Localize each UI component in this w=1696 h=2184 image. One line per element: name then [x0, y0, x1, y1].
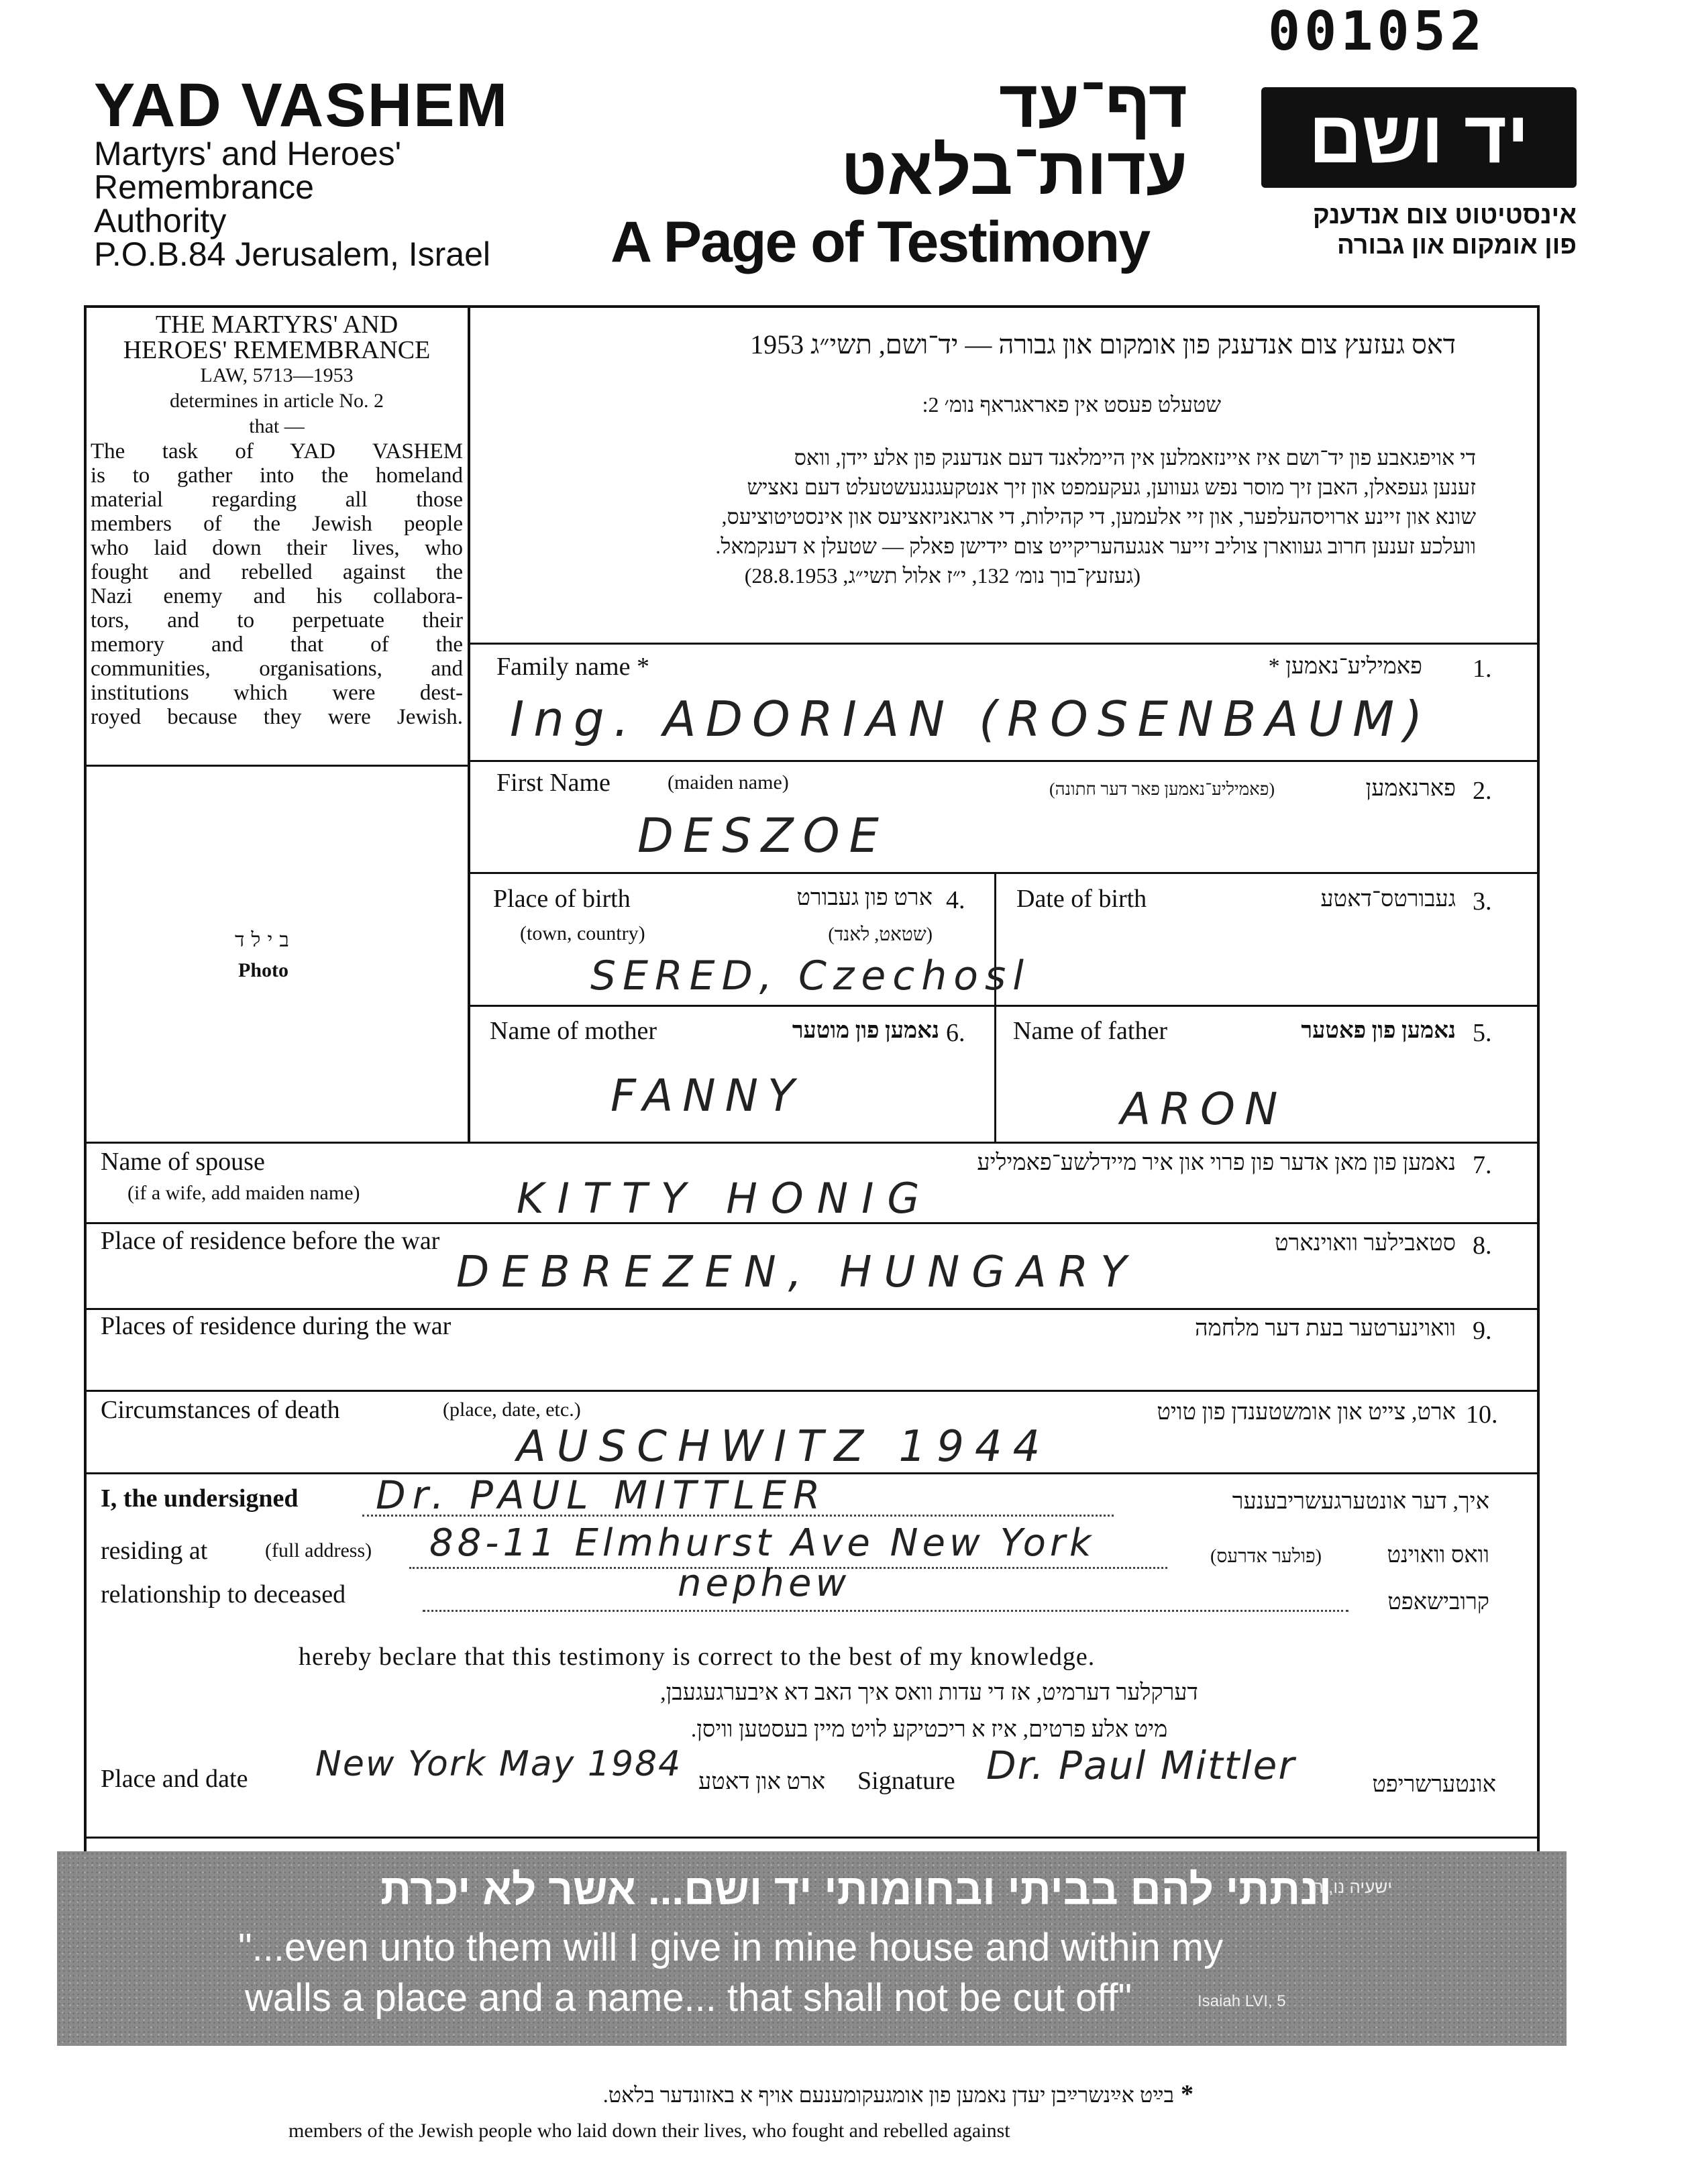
relationship-line — [423, 1610, 1348, 1612]
banner-english-1: "...even unto them will I give in mine house and within my — [238, 1926, 1224, 1969]
undersigned-label: I, the undersigned — [101, 1484, 299, 1513]
row-line-5 — [84, 1142, 1540, 1144]
law-body-7: Nazi enemy and his collabora- — [91, 584, 463, 608]
family-name-value: Ing. ADORIAN (ROSENBAUM) — [510, 691, 1432, 747]
logo-text: יד ושם — [1308, 96, 1530, 178]
spouse-note: (if a wife, add maiden name) — [127, 1182, 360, 1204]
column-divider — [468, 305, 470, 1144]
frame-bottom — [84, 1837, 1540, 1839]
banner-english-ref: Isaiah LVI, 5 — [1198, 1992, 1286, 2010]
undersigned-value: Dr. PAUL MITTLER — [376, 1472, 827, 1518]
mid-divider-56 — [994, 1006, 996, 1144]
residing-label: residing at — [101, 1537, 208, 1565]
place-of-birth-num: .4 — [946, 886, 965, 914]
declaration-statement-yi-2: מיט אלע פרטים, איז א ריכטיקע לויט מיין בעסטען וויסן. — [690, 1717, 1168, 1742]
banner-hebrew: ונתתי להם בביתי ובחומותי יד ושם... אשר לא יכרת — [380, 1865, 1332, 1914]
footer-yiddish: בײַט אײַנשרײַבן יעדן נאמען פון אומגעקומענעם אויף א באזונדער בלאט. — [602, 2083, 1174, 2107]
law-body-12: royed because they were Jewish. — [91, 705, 463, 729]
residence-before-label-yi: סטאבילער וואוינארט — [1274, 1231, 1456, 1256]
father-name-num: .5 — [1473, 1019, 1492, 1047]
undersigned-label-yi: איך, דער אונטערגעשריבענער — [1232, 1489, 1489, 1514]
mother-name-value: FANNY — [611, 1070, 804, 1122]
first-name-value: DESZOE — [637, 808, 888, 863]
residence-during-label-yi: וואוינערטער בעת דער מלחמה — [1195, 1316, 1456, 1341]
law-body-4: members of the Jewish people — [91, 512, 463, 536]
row-line-2 — [468, 760, 1540, 762]
yiddish-law-line-3: שונא און זיינע ארויסהעלפער, און זיי אלעמען, די קהילות, די ארגאניזאציעס און אינסטיטוציעס, — [721, 504, 1476, 529]
mother-name-num: .6 — [946, 1019, 965, 1047]
date-of-birth-label-yi: געבורטס־דאטע — [1320, 887, 1456, 912]
law-body-3: material regarding all those — [91, 488, 463, 512]
signature-value: Dr. Paul Mittler — [986, 1743, 1296, 1788]
law-sub-2: that — — [249, 415, 305, 437]
yiddish-law-text — [483, 443, 1476, 590]
residence-during-label: Places of residence during the war — [101, 1312, 452, 1340]
row-line-3 — [468, 872, 1540, 874]
family-name-label: Family name * — [496, 653, 649, 681]
death-circumstances-num: .10 — [1466, 1401, 1498, 1429]
signature-label: Signature — [857, 1767, 955, 1795]
date-of-birth-num: .3 — [1473, 887, 1492, 916]
place-of-birth-note: (town, country) — [520, 922, 645, 944]
law-body-10: communities, organisations, and — [91, 657, 463, 681]
place-date-label: Place and date — [101, 1765, 248, 1793]
row-line-4 — [468, 1005, 1540, 1007]
father-name-label: Name of father — [1013, 1017, 1167, 1045]
org-address: P.O.B.84 Jerusalem, Israel — [94, 235, 491, 273]
logo-caption-2: פון אומקום און גבורה — [1337, 231, 1577, 260]
relationship-label-yi: קרובישאפט — [1387, 1590, 1489, 1615]
document-number: 001052 — [1268, 0, 1486, 62]
yiddish-title-1: דף־עד — [998, 66, 1187, 142]
residence-before-label: Place of residence before the war — [101, 1227, 440, 1255]
banner-english-2: walls a place and a name... that shall not be cut off" — [245, 1976, 1132, 2020]
banner-hebrew-ref: ישעיה נו, ה — [1312, 1877, 1392, 1897]
place-of-birth-label: Place of birth — [493, 885, 631, 913]
scripture-banner — [57, 1851, 1567, 2046]
law-body-8: tors, and to perpetuate their — [91, 608, 463, 633]
first-name-num: .2 — [1473, 777, 1492, 805]
spouse-label: Name of spouse — [101, 1148, 265, 1176]
law-body-1: The task of YAD VASHEM — [91, 439, 463, 463]
org-title: YAD VASHEM — [94, 71, 509, 140]
yiddish-law-line-4: וועלכע זענען חרוב געווארן צוליב זייער אנגעהעריקייט צום יידישן פאלק — שטעלן א דענקמאל. — [715, 534, 1476, 558]
family-name-label-yi: פאמיליע־נאמען * — [1268, 654, 1422, 679]
org-line-2: Remembrance — [94, 168, 314, 206]
death-circumstances-label-yi: ארט, צייט און אומשטענדן פון טויט — [1157, 1400, 1456, 1425]
row-line-7 — [84, 1308, 1540, 1310]
law-body-9: memory and that of the — [91, 633, 463, 657]
mother-name-label: Name of mother — [490, 1017, 657, 1045]
father-name-label-yi: נאמען פון פאטער — [1301, 1018, 1456, 1043]
relationship-label: relationship to deceased — [101, 1580, 346, 1608]
residing-note-yi: (פולער אדרעס) — [1210, 1546, 1322, 1567]
law-box-bottom — [84, 765, 470, 767]
page-title: A Page of Testimony — [611, 210, 1150, 274]
residence-before-num: .8 — [1473, 1232, 1492, 1260]
photo-label: Photo — [238, 959, 288, 981]
place-date-value: New York May 1984 — [315, 1744, 682, 1784]
place-date-label-yi: ארט און דאטע — [698, 1769, 825, 1794]
residing-label-yi: וואס וואוינט — [1387, 1543, 1489, 1568]
law-heading-3: LAW, 5713—1953 — [200, 364, 354, 386]
first-name-note-yi: (פאמיליע־נאמען פאר דער חתונה) — [1049, 779, 1275, 799]
death-circumstances-label: Circumstances of death — [101, 1396, 340, 1424]
declaration-statement: hereby beclare that this testimony is correct to the best of my knowledge. — [299, 1643, 1096, 1671]
yiddish-law-title: דאס געזעץ צום אנדענק פון אומקום און גבורה — יד־ושם, תשי״ג 1953 — [750, 329, 1456, 360]
residence-before-value: DEBREZEN, HUNGARY — [456, 1248, 1139, 1297]
law-body-5: who laid down their lives, who — [91, 536, 463, 560]
date-of-birth-label: Date of birth — [1016, 885, 1147, 913]
footer-star: * — [1181, 2080, 1194, 2108]
residing-note: (full address) — [265, 1539, 372, 1562]
declaration-statement-yi-1: דערקלער דערמיט, אז די עדות וואס איך האב דא איבערגעגעבן, — [660, 1680, 1198, 1705]
logo-caption-1: אינסטיטוט צום אנדענק — [1312, 201, 1577, 229]
law-body-2: is to gather into the homeland — [91, 463, 463, 488]
place-of-birth-value: SERED, Czechosl — [590, 952, 1030, 999]
yiddish-law-subtitle: שטעלט פעסט אין פאראגראף נומ׳ 2: — [922, 392, 1221, 417]
photo-label-yi: בילד — [235, 929, 296, 951]
father-name-value: ARON — [1120, 1083, 1287, 1135]
law-box — [91, 312, 463, 729]
frame-top — [84, 305, 1540, 308]
yiddish-law-line-1: די אויפגאבע פון יד־ושם איז איינזאמלען אין היימלאנד דעם אנדענק פון אלע יידן, וואס — [794, 445, 1476, 470]
law-heading-1: THE MARTYRS' AND — [155, 311, 399, 339]
first-name-note: (maiden name) — [668, 771, 789, 794]
death-circumstances-value: AUSCHWITZ 1944 — [517, 1422, 1051, 1472]
org-line-1: Martyrs' and Heroes' — [94, 135, 402, 172]
yiddish-law-line-2: זענען געפאלן, האבן זיך מוסר נפש געווען, געקעמפט און זיך אנטקעגנגעשטעלט דעם נאציש — [747, 475, 1476, 499]
row-line-8 — [84, 1390, 1540, 1392]
first-name-label: First Name — [496, 769, 611, 797]
row-line-1 — [468, 643, 1540, 645]
law-sub-1: determines in article No. 2 — [169, 390, 384, 412]
yiddish-law-line-5: (געזעץ־בוך נומ׳ 132, י״ז אלול תשי״ג, 28.8.1953) — [744, 563, 1141, 588]
place-of-birth-note-yi: (שטאט, לאנד) — [828, 924, 933, 945]
first-name-label-yi: פארנאמען — [1365, 776, 1456, 801]
yad-vashem-logo — [1261, 87, 1577, 188]
footer-english: members of the Jewish people who laid down their lives, who fought and rebelled against — [288, 2120, 1010, 2142]
mother-name-label-yi: נאמען פון מוטער — [792, 1018, 939, 1043]
law-body-11: institutions which were dest- — [91, 681, 463, 705]
residing-value: 88-11 Elmhurst Ave New York — [429, 1521, 1096, 1565]
relationship-value: nephew — [678, 1562, 851, 1605]
law-heading-2: HEROES' REMEMBRANCE — [123, 336, 431, 364]
frame-right — [1537, 305, 1540, 2032]
frame-left — [84, 305, 87, 2032]
signature-label-yi: אונטערשריפט — [1372, 1772, 1496, 1797]
death-circumstances-note: (place, date, etc.) — [443, 1399, 581, 1421]
yiddish-title-2: עדות־בלאט — [841, 133, 1187, 209]
place-of-birth-label-yi: ארט פון געבורט — [796, 885, 933, 910]
org-line-3: Authority — [94, 202, 227, 239]
residence-during-num: .9 — [1473, 1317, 1492, 1345]
spouse-num: .7 — [1473, 1151, 1492, 1179]
spouse-value: KITTY HONIG — [517, 1174, 933, 1223]
spouse-label-yi: נאמען פון מאן אדער פון פרוי און איר מיידלשע־פאמיליע — [977, 1150, 1456, 1175]
law-body-6: fought and rebelled against the — [91, 560, 463, 584]
family-name-num: .1 — [1473, 655, 1492, 683]
